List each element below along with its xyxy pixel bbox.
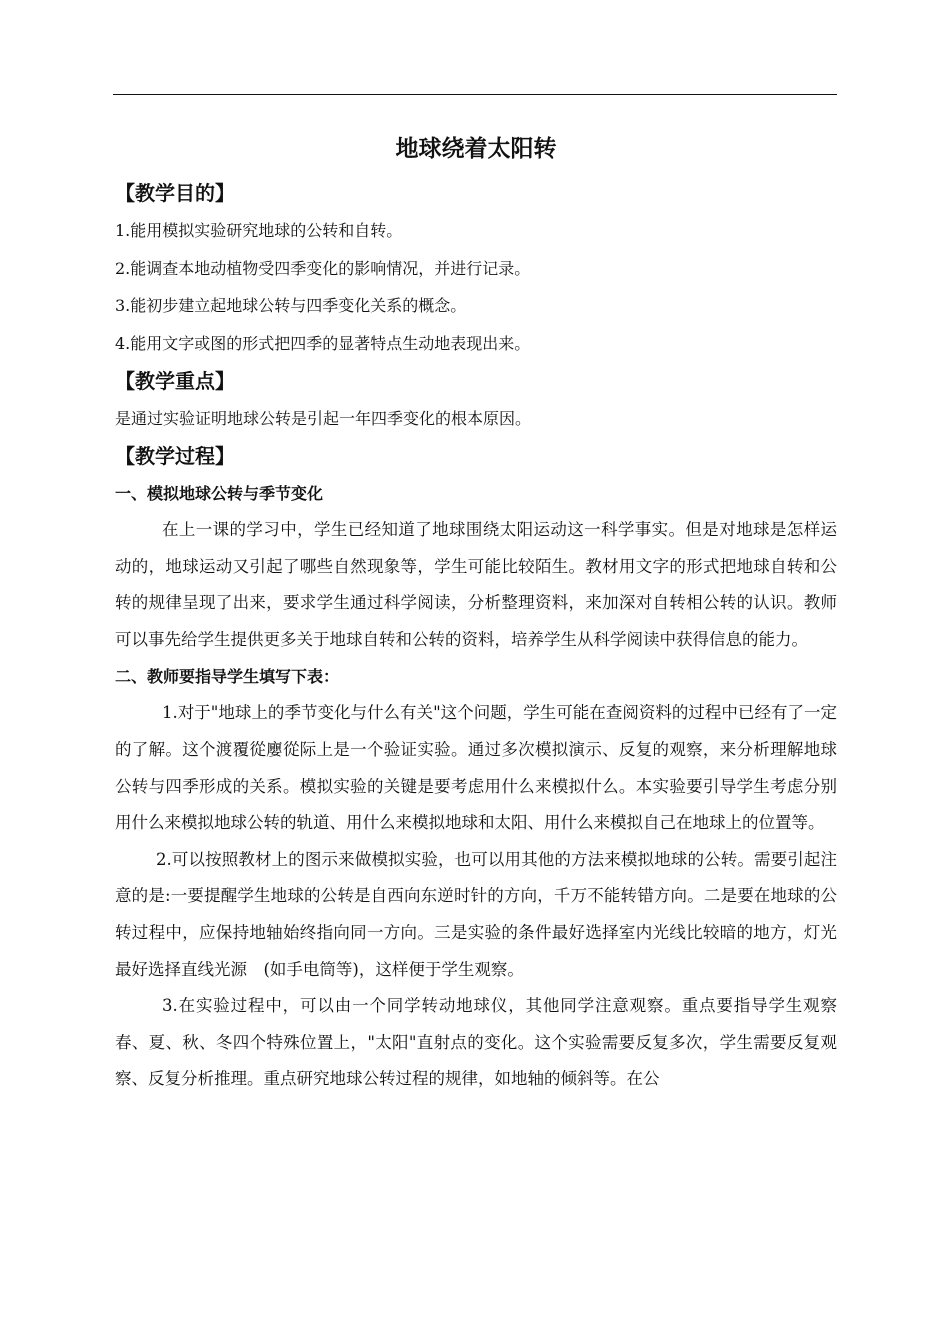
part2-paragraph-3: 3.在实验过程中，可以由一个同学转动地球仪，其他同学注意观察。重点要指导学生观察春、夏、秋、冬四个特殊位置上，"太阳"直射点的变化。这个实验需要反复多次，学生需要反复观察、反复分析推理。重点研究地球公转过程的规律，如地轴的倾斜等。在公 xyxy=(115,996,837,1089)
objective-item: 1.能用模拟实验研究地球的公转和自转。 xyxy=(115,221,403,240)
objectives-heading: 【教学目的】 xyxy=(115,181,235,205)
key-points-heading: 【教学重点】 xyxy=(115,369,235,393)
header-rule xyxy=(113,94,837,95)
part2-heading: 二、教师要指导学生填写下表： xyxy=(115,667,340,687)
part1-heading: 一、模拟地球公转与季节变化 xyxy=(115,484,324,503)
key-points-text: 是通过实验证明地球公转是引起一年四季变化的根本原因。 xyxy=(115,409,532,428)
part2-paragraph-1: 1.对于"地球上的季节变化与什么有关"这个问题，学生可能在查阅资料的过程中已经有了一定的了解。这个渡覆從廮從际上是一个验证实验。通过多次模拟演示、反复的观察，来分析理解地球公转与四季形成的关系。模拟实验的关键是要考虑用什么来模拟什么。本实验要引导学生考虑分别用什么来模拟地球公转的轨道、用什么来模拟地球和太阳、用什么来模拟自己在地球上的位置等。 xyxy=(115,703,837,833)
document-body xyxy=(115,128,837,1098)
part1-paragraph: 在上一课的学习中，学生已经知道了地球围绕太阳运动这一科学事实。但是对地球是怎样运动的，地球运动又引起了哪些自然现象等，学生可能比较陌生。教材用文字的形式把地球自转和公转的规律呈现了出来，要求学生通过科学阅读，分析整理资料，来加深对自转相公转的认识。教师可以事先给学生提供更多关于地球自转和公转的资料，培养学生从科学阅读中获得信息的能力。 xyxy=(115,520,837,649)
objective-item: 2.能调查本地动植物受四季变化的影响情况，并进行记录。 xyxy=(115,258,531,278)
process-heading: 【教学过程】 xyxy=(115,444,235,468)
objective-item: 3.能初步建立起地球公转与四季变化关系的概念。 xyxy=(115,296,467,315)
page-title: 地球绕着太阳转 xyxy=(395,136,557,162)
objective-item: 4.能用文字或图的形式把四季的显著特点生动地表现出来。 xyxy=(115,333,531,353)
part2-paragraph-2: 2.可以按照教材上的图示来做模拟实验，也可以用其他的方法来模拟地球的公转。需要引起注意的是:一要提醒学生地球的公转是自西向东逆时针的方向，千万不能转错方向。二是要在地球的公转过程中，应保持地轴始终指向同一方向。三是实验的条件最好选择室内光线比较暗的地方，灯光最好选择直线光源 (如手电筒等)，这样便于学生观察。 xyxy=(115,849,837,979)
